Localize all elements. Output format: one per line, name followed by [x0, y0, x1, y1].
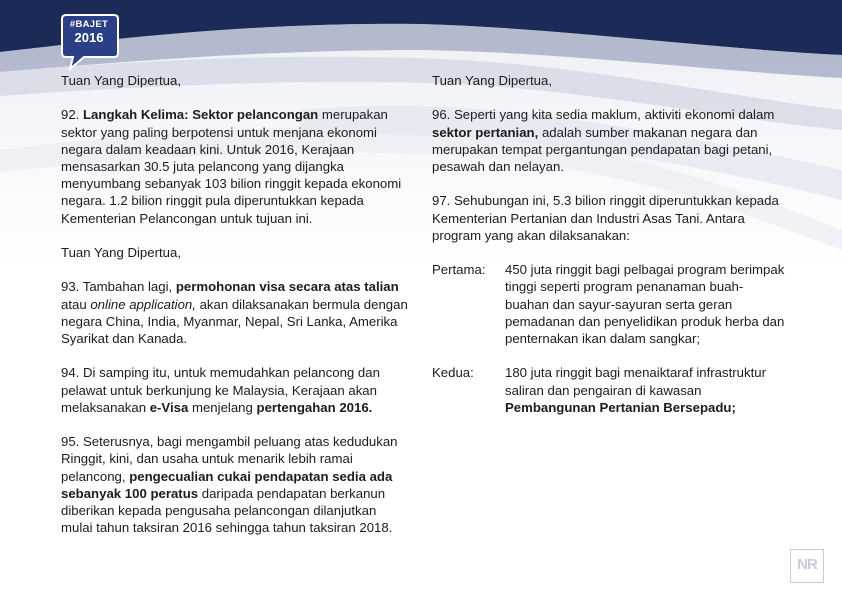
paragraph-92: 92. Langkah Kelima: Sektor pelancongan merupakan sektor yang paling berpotensi untuk menjana ekonomi negara dalam keadaan kini. Untuk 2016, Kerajaan mensasarkan 30.5 juta pelancong yang dijangka menyumbang sebanyak 103 bilion ringgit kepada ekonomi negara. 1.2 bilion ringgit pula diperuntukkan kepada Kementerian Pelancongan untuk tujuan ini. — [61, 107, 402, 226]
salutation: Tuan Yang Dipertua, — [61, 245, 181, 260]
logo-year: 2016 — [74, 30, 104, 45]
list-item — [432, 364, 787, 416]
paragraph-93: 93. Tambahan lagi, permohonan visa secara atas talian atau online application, akan dilaksanakan bermula dengan negara China, India, Myanmar, Nepal, Sri Lanka, Amerika Syarikat dan Kanada. — [61, 279, 408, 346]
list-item-text: 450 juta ringgit bagi pelbagai program berimpak tinggi seperti program penanaman buah-buahan dan sayur-sayuran serta geran pemadanan dan penyelidikan produk herba dan penternakan ikan dalam sangkar; — [505, 262, 785, 346]
list-item-label: Kedua: — [432, 365, 474, 381]
salutation: Tuan Yang Dipertua, — [432, 73, 552, 88]
right-column — [432, 72, 787, 433]
list-item-label: Pertama: — [432, 262, 486, 278]
paragraph-94: 94. Di samping itu, untuk memudahkan pelancong dan pelawat untuk berkunjung ke Malaysia, Kerajaan akan melaksanakan e-Visa menjelang pertengahan 2016. — [61, 365, 380, 415]
logo-text — [64, 19, 114, 44]
paragraph-97: 97. Sehubungan ini, 5.3 bilion ringgit diperuntukkan kepada Kementerian Pertanian dan Industri Asas Tani. Antara program yang akan dilaksanakan: — [432, 193, 779, 243]
list-item-text: 180 juta ringgit bagi menaiktaraf infrastruktur saliran dan pengairan di kawasan Pembangunan Pertanian Bersepadu; — [505, 365, 766, 415]
paragraph-96: 96. Seperti yang kita sedia maklum, aktiviti ekonomi dalam sektor pertanian, adalah sumber makanan negara dan merupakan tempat pergantungan pendapatan bagi petani, pesawah dan nelayan. — [432, 107, 775, 174]
left-column — [61, 72, 411, 554]
salutation: Tuan Yang Dipertua, — [61, 73, 181, 88]
list-item — [432, 261, 787, 347]
logo-hashtag: #BAJET — [69, 19, 109, 30]
nr-watermark: NR — [790, 549, 824, 583]
paragraph-95: 95. Seterusnya, bagi mengambil peluang atas kedudukan Ringgit, kini, dan usaha untuk menarik lebih ramai pelancong, pengecualian cukai pendapatan sedia ada sebanyak 100 peratus daripada pendapatan berkanun diberikan kepada pengusaha pelancongan dilanjutkan mulai tahun taksiran 2016 sehingga tahun taksiran 2018. — [61, 434, 398, 536]
